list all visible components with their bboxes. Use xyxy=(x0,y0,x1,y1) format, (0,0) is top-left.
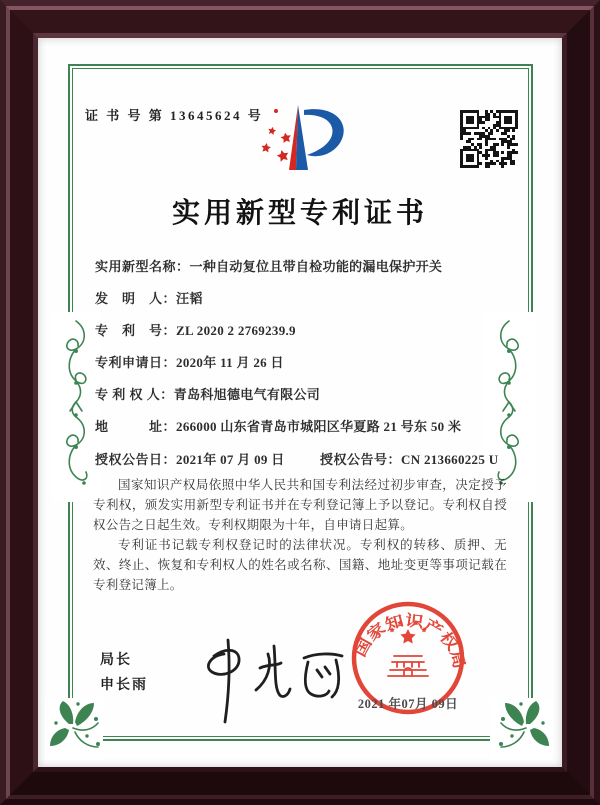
field-value: 266000 山东省青岛市城阳区华夏路 21 号东 50 米 xyxy=(176,419,462,434)
bottom-right-floral-ornament xyxy=(490,698,552,760)
legal-paragraph-2: 专利证书记载专利权登记时的法律状况。专利权的转移、质押、无效、终止、恢复和专利权人的姓名或名称、国籍、地址变更等事项记载在专利登记簿上。 xyxy=(93,538,507,592)
field-value: 2020年 11 月 26 日 xyxy=(176,355,284,370)
field-label: 实用新型名称： xyxy=(95,259,190,274)
field-row-address xyxy=(95,416,461,435)
green-scroll-vine-icon xyxy=(492,317,526,497)
legal-paragraph-1: 国家知识产权局依照中华人民共和国专利法经过初步审查，决定授予专利权，颁发实用新型专利证书并在专利登记簿上予以登记。专利权自授权公告之日起生效。专利权期限为十年，自申请日起算。 xyxy=(93,478,507,532)
cnipa-logo-icon xyxy=(258,102,352,182)
field-label: 发 明 人： xyxy=(95,291,177,306)
bottom-left-floral-ornament xyxy=(45,698,103,760)
field-label: 地 址： xyxy=(95,419,177,434)
field-value: 青岛科旭德电气有限公司 xyxy=(173,387,321,402)
certificate-number: 证 书 号 第 13645624 号 xyxy=(85,108,264,123)
qr-module xyxy=(515,165,518,168)
legal-text-block xyxy=(93,475,507,595)
right-scroll-ornament xyxy=(483,312,535,502)
field-label: 授权公告号： xyxy=(320,452,402,467)
green-floral-flourish-icon xyxy=(498,698,552,752)
handwritten-signature-icon xyxy=(184,634,354,729)
field-label: 专 利 权 人： xyxy=(95,387,174,402)
field-label: 授权公告日： xyxy=(95,452,177,467)
field-row-inventor xyxy=(95,288,203,307)
field-row-invention-name xyxy=(95,256,442,275)
field-value: 2021年 07 月 09 日 xyxy=(176,452,285,467)
field-value: ZL 2020 2 2769239.9 xyxy=(176,323,296,338)
field-value: CN 213660225 U xyxy=(401,452,499,467)
field-value: 一种自动复位且带自检功能的漏电保护开关 xyxy=(189,259,443,274)
field-row-patent-number xyxy=(95,320,296,339)
director-title: 局长 xyxy=(100,653,132,668)
field-value: 汪韬 xyxy=(176,291,203,306)
grant-number-group xyxy=(320,449,498,468)
certificate-title: 实用新型专利证书 xyxy=(171,198,428,229)
director-signature xyxy=(184,634,354,734)
field-row-grant-announcement xyxy=(95,449,499,468)
seal-ring-text: 国家知识产权局 xyxy=(351,612,466,668)
field-label: 专利申请日： xyxy=(95,355,177,370)
seal-date: 2021 年07月 09日 xyxy=(357,697,459,711)
left-scroll-ornament xyxy=(52,312,100,502)
field-row-patentee xyxy=(95,384,320,403)
director-name: 申长雨 xyxy=(100,678,148,693)
certificate-paper xyxy=(38,38,562,767)
field-label: 专 利 号： xyxy=(95,323,177,338)
green-floral-flourish-icon xyxy=(47,698,101,752)
green-scroll-vine-icon xyxy=(59,317,93,497)
field-row-filing-date xyxy=(95,352,284,371)
qr-code xyxy=(460,110,518,168)
